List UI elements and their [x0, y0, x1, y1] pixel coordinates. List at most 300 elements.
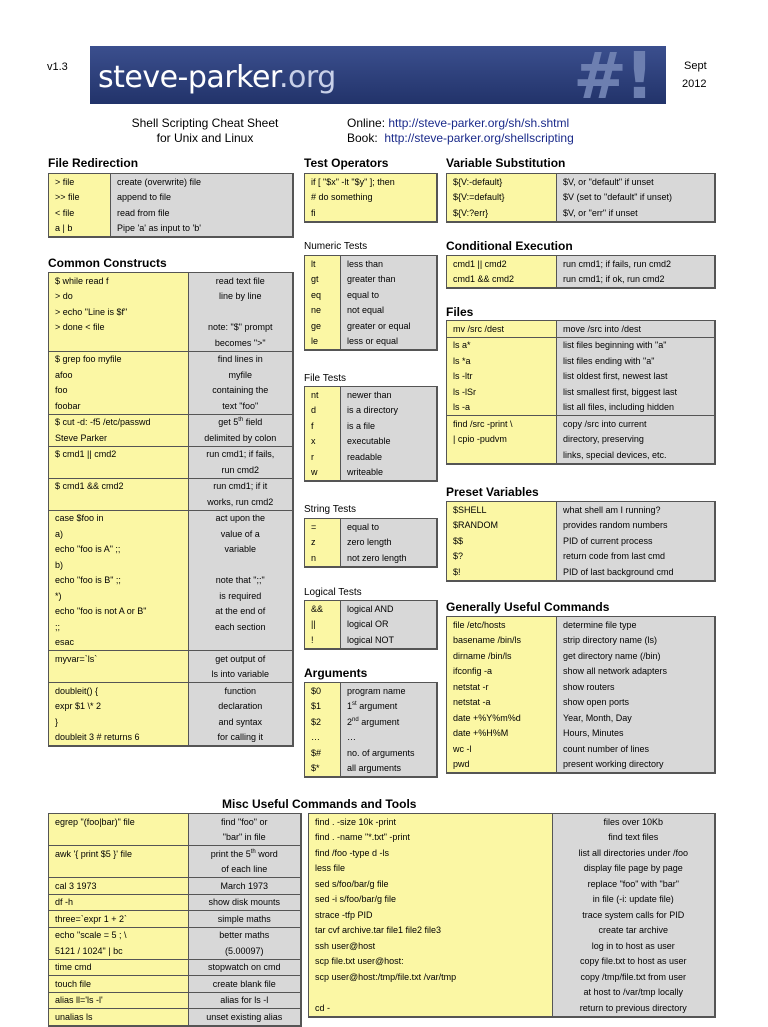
- command-cell: tar cvf archive.tar file1 file2 file3: [309, 923, 553, 939]
- command-cell: doubleit() {: [49, 683, 189, 699]
- description-cell: files over 10Kb: [553, 814, 715, 830]
- table-row: [49, 273, 293, 289]
- description-cell: list oldest first, newest last: [557, 369, 715, 385]
- command-cell: basename /bin/ls: [447, 633, 557, 649]
- command-cell: < file: [49, 205, 111, 221]
- general-commands-table: [446, 616, 716, 774]
- table-row: [309, 969, 715, 985]
- version-label: v1.3: [47, 61, 68, 73]
- table-row: [49, 943, 301, 959]
- description-cell: note: "$" prompt: [189, 320, 293, 336]
- table-row: [49, 814, 301, 830]
- command-cell: $!: [447, 564, 557, 581]
- command-cell: lt: [305, 256, 341, 272]
- shebang-logo: #!: [573, 46, 652, 104]
- variable-substitution-table: [446, 173, 716, 223]
- command-cell: $0: [305, 683, 341, 699]
- description-cell: $V, or "err" if unset: [557, 205, 715, 222]
- table-row: [49, 604, 293, 620]
- file-redirection-title: File Redirection: [48, 156, 139, 170]
- description-cell: readable: [341, 449, 437, 465]
- table-row: [447, 726, 715, 742]
- command-cell: w: [305, 465, 341, 482]
- common-constructs-table: [48, 272, 294, 747]
- table-row: [49, 830, 301, 846]
- table-row: [447, 384, 715, 400]
- table-row: [49, 510, 293, 526]
- description-cell: program name: [341, 683, 437, 699]
- command-cell: echo "foo is not A or B": [49, 604, 189, 620]
- description-cell: executable: [341, 434, 437, 450]
- description-cell: run cmd1; if ok, run cmd2: [557, 272, 715, 289]
- table-row: [49, 462, 293, 478]
- table-row: [309, 830, 715, 846]
- command-cell: expr $1 \* 2: [49, 699, 189, 715]
- command-cell: ||: [305, 617, 341, 633]
- date-month: Sept: [684, 60, 707, 72]
- command-cell: d: [305, 403, 341, 419]
- table-row: [305, 699, 437, 715]
- description-cell: read from file: [111, 205, 293, 221]
- description-cell: [189, 557, 293, 573]
- command-cell: date +%H%M: [447, 726, 557, 742]
- command-cell: =: [305, 519, 341, 535]
- description-cell: not zero length: [341, 550, 437, 567]
- table-row: [49, 619, 293, 635]
- command-cell: find /foo -type d -ls: [309, 845, 553, 861]
- description-cell: Pipe 'a' as input to 'b': [111, 221, 293, 238]
- description-cell: append to file: [111, 190, 293, 206]
- table-row: [305, 334, 437, 351]
- table-row: [309, 985, 715, 1001]
- command-cell: ;;: [49, 619, 189, 635]
- description-cell: greater or equal: [341, 318, 437, 334]
- table-row: [49, 667, 293, 683]
- command-cell: [49, 667, 189, 683]
- command-cell: r: [305, 449, 341, 465]
- description-cell: equal to: [341, 287, 437, 303]
- command-cell: 5121 / 1024" | bc: [49, 943, 189, 959]
- table-row: [447, 502, 715, 518]
- description-cell: myfile: [189, 367, 293, 383]
- table-row: [309, 954, 715, 970]
- command-cell: !: [305, 632, 341, 649]
- command-cell: $SHELL: [447, 502, 557, 518]
- command-cell: echo "scale = 5 ; \: [49, 927, 189, 943]
- table-row: [447, 710, 715, 726]
- command-cell: $ cut -d: -f5 /etc/passwd: [49, 414, 189, 430]
- description-cell: at the end of: [189, 604, 293, 620]
- table-row: [305, 730, 437, 746]
- description-cell: get 5th field: [189, 414, 293, 430]
- table-row: [305, 418, 437, 434]
- command-cell: cmd1 && cmd2: [447, 272, 557, 289]
- command-cell: $2: [305, 714, 341, 730]
- table-row: [49, 730, 293, 747]
- table-row: [305, 403, 437, 419]
- test-operators-table: [304, 173, 438, 223]
- description-cell: unset existing alias: [189, 1009, 301, 1026]
- description-cell: show all network adapters: [557, 664, 715, 680]
- table-row: [305, 519, 437, 535]
- online-links: Online: http://steve-parker.org/sh/sh.shtml Book: http://steve-parker.org/shellscripting: [347, 116, 574, 145]
- logical-tests-title: Logical Tests: [304, 587, 362, 598]
- table-row: [447, 400, 715, 416]
- description-cell: find text files: [553, 830, 715, 846]
- table-row: [305, 617, 437, 633]
- description-cell: ls into variable: [189, 667, 293, 683]
- logical-tests-table: [304, 600, 438, 650]
- table-row: [305, 272, 437, 288]
- table-row: [49, 304, 293, 320]
- description-cell: run cmd1; if it: [189, 478, 293, 494]
- command-cell: touch file: [49, 976, 189, 993]
- command-cell: [49, 862, 189, 878]
- test-operators-title: Test Operators: [304, 156, 389, 170]
- command-cell: $?: [447, 549, 557, 565]
- misc-commands-right-table: [308, 813, 716, 1018]
- table-row: [447, 679, 715, 695]
- description-cell: run cmd2: [189, 462, 293, 478]
- command-cell: ssh user@host: [309, 938, 553, 954]
- description-cell: act upon the: [189, 510, 293, 526]
- table-row: [305, 683, 437, 699]
- command-cell: gt: [305, 272, 341, 288]
- table-row: [447, 321, 715, 338]
- description-cell: at host to /var/tmp locally: [553, 985, 715, 1001]
- command-cell: > done < file: [49, 320, 189, 336]
- description-cell: is required: [189, 588, 293, 604]
- command-cell: ifconfig -a: [447, 664, 557, 680]
- command-cell: ls -a: [447, 400, 557, 416]
- description-cell: list files beginning with "a": [557, 337, 715, 353]
- table-row: [49, 557, 293, 573]
- command-cell: date +%Y%m%d: [447, 710, 557, 726]
- table-row: [305, 601, 437, 617]
- description-cell: newer than: [341, 387, 437, 403]
- table-row: [49, 573, 293, 589]
- table-row: [49, 526, 293, 542]
- description-cell: variable: [189, 542, 293, 558]
- description-cell: text "foo": [189, 398, 293, 414]
- description-cell: count number of lines: [557, 741, 715, 757]
- description-cell: less or equal: [341, 334, 437, 351]
- description-cell: 2nd argument: [341, 714, 437, 730]
- command-cell: …: [305, 730, 341, 746]
- files-title: Files: [446, 305, 474, 319]
- description-cell: directory, preserving: [557, 432, 715, 448]
- description-cell: list all files, including hidden: [557, 400, 715, 416]
- command-cell: scp user@host:/tmp/file.txt /var/tmp: [309, 969, 553, 985]
- command-cell: sed -i s/foo/bar/g file: [309, 892, 553, 908]
- description-cell: create tar archive: [553, 923, 715, 939]
- command-cell: netstat -a: [447, 695, 557, 711]
- command-cell: cal 3 1973: [49, 878, 189, 895]
- command-cell: a): [49, 526, 189, 542]
- description-cell: present working directory: [557, 757, 715, 774]
- table-row: [309, 861, 715, 877]
- description-cell: value of a: [189, 526, 293, 542]
- description-cell: $V (set to "default" if unset): [557, 190, 715, 206]
- table-row: [447, 256, 715, 272]
- description-cell: is a file: [341, 418, 437, 434]
- description-cell: list smallest first, biggest last: [557, 384, 715, 400]
- table-row: [305, 318, 437, 334]
- site-logo: steve-parker.org: [98, 60, 336, 95]
- command-cell: >> file: [49, 190, 111, 206]
- description-cell: read text file: [189, 273, 293, 289]
- online-link[interactable]: http://steve-parker.org/sh/sh.shtml: [388, 116, 570, 130]
- conditional-execution-title: Conditional Execution: [446, 239, 573, 253]
- description-cell: writeable: [341, 465, 437, 482]
- files-table: [446, 320, 716, 465]
- table-row: [49, 699, 293, 715]
- command-cell: file /etc/hosts: [447, 617, 557, 633]
- description-cell: Hours, Minutes: [557, 726, 715, 742]
- description-cell: copy /tmp/file.txt from user: [553, 969, 715, 985]
- table-row: [305, 190, 437, 206]
- table-row: [447, 447, 715, 464]
- command-cell: strace -tfp PID: [309, 907, 553, 923]
- command-cell: ls -ltr: [447, 369, 557, 385]
- table-row: [49, 478, 293, 494]
- description-cell: delimited by colon: [189, 430, 293, 446]
- command-cell: [49, 335, 189, 351]
- table-row: [49, 911, 301, 928]
- table-row: [49, 398, 293, 414]
- book-link[interactable]: http://steve-parker.org/shellscripting: [384, 131, 574, 145]
- table-row: [49, 862, 301, 878]
- table-row: [49, 289, 293, 305]
- command-cell: Steve Parker: [49, 430, 189, 446]
- description-cell: all arguments: [341, 761, 437, 778]
- command-cell: echo "foo is B" ;;: [49, 573, 189, 589]
- command-cell: > file: [49, 174, 111, 190]
- table-row: [309, 907, 715, 923]
- table-row: [49, 205, 293, 221]
- table-row: [49, 959, 301, 976]
- command-cell: $ while read f: [49, 273, 189, 289]
- command-cell: le: [305, 334, 341, 351]
- command-cell: cd -: [309, 1000, 553, 1017]
- table-row: [49, 588, 293, 604]
- command-cell: ge: [305, 318, 341, 334]
- command-cell: echo "foo is A" ;;: [49, 542, 189, 558]
- command-cell: afoo: [49, 367, 189, 383]
- description-cell: return code from last cmd: [557, 549, 715, 565]
- command-cell: alias ll='ls -l': [49, 992, 189, 1009]
- general-commands-title: Generally Useful Commands: [446, 600, 610, 614]
- table-row: [49, 414, 293, 430]
- table-row: [49, 976, 301, 993]
- description-cell: copy /src into current: [557, 416, 715, 432]
- table-row: [447, 648, 715, 664]
- command-cell: $#: [305, 745, 341, 761]
- table-row: [447, 353, 715, 369]
- description-cell: Year, Month, Day: [557, 710, 715, 726]
- command-cell: [447, 447, 557, 464]
- table-row: [49, 894, 301, 911]
- description-cell: simple maths: [189, 911, 301, 928]
- table-row: [49, 174, 293, 190]
- description-cell: for calling it: [189, 730, 293, 747]
- table-row: [447, 695, 715, 711]
- command-cell: }: [49, 714, 189, 730]
- table-row: [305, 535, 437, 551]
- description-cell: stopwatch on cmd: [189, 959, 301, 976]
- command-cell: find /src -print \: [447, 416, 557, 432]
- table-row: [447, 369, 715, 385]
- table-row: [309, 845, 715, 861]
- common-constructs-title: Common Constructs: [48, 256, 167, 270]
- table-row: [49, 351, 293, 367]
- command-cell: $*: [305, 761, 341, 778]
- command-cell: netstat -r: [447, 679, 557, 695]
- description-cell: get output of: [189, 651, 293, 667]
- description-cell: line by line: [189, 289, 293, 305]
- command-cell: ${V:=default}: [447, 190, 557, 206]
- table-row: [49, 494, 293, 510]
- command-cell: [49, 494, 189, 510]
- description-cell: links, special devices, etc.: [557, 447, 715, 464]
- command-cell: cmd1 || cmd2: [447, 256, 557, 272]
- description-cell: [189, 635, 293, 651]
- conditional-execution-table: [446, 255, 716, 289]
- site-banner: [90, 46, 666, 104]
- command-cell: $ cmd1 || cmd2: [49, 446, 189, 462]
- description-cell: and syntax: [189, 714, 293, 730]
- variable-substitution-title: Variable Substitution: [446, 156, 566, 170]
- command-cell: esac: [49, 635, 189, 651]
- table-row: [49, 221, 293, 238]
- description-cell: determine file type: [557, 617, 715, 633]
- description-cell: better maths: [189, 927, 301, 943]
- command-cell: foo: [49, 383, 189, 399]
- description-cell: copy file.txt to host as user: [553, 954, 715, 970]
- description-cell: function: [189, 683, 293, 699]
- table-row: [49, 190, 293, 206]
- description-cell: logical NOT: [341, 632, 437, 649]
- description-cell: less than: [341, 256, 437, 272]
- table-row: [447, 741, 715, 757]
- description-cell: of each line: [189, 862, 301, 878]
- table-row: [49, 683, 293, 699]
- description-cell: run cmd1; if fails,: [189, 446, 293, 462]
- command-cell: b): [49, 557, 189, 573]
- preset-variables-title: Preset Variables: [446, 485, 539, 499]
- table-row: [447, 757, 715, 774]
- table-row: [305, 303, 437, 319]
- command-cell: ls -lSr: [447, 384, 557, 400]
- command-cell: x: [305, 434, 341, 450]
- table-row: [309, 814, 715, 830]
- table-row: [447, 549, 715, 565]
- table-row: [447, 416, 715, 432]
- command-cell: > do: [49, 289, 189, 305]
- command-cell: ${V:-default}: [447, 174, 557, 190]
- command-cell: time cmd: [49, 959, 189, 976]
- command-cell: less file: [309, 861, 553, 877]
- table-row: [447, 432, 715, 448]
- description-cell: run cmd1; if fails, run cmd2: [557, 256, 715, 272]
- table-row: [49, 542, 293, 558]
- numeric-tests-title: Numeric Tests: [304, 241, 368, 252]
- description-cell: find lines in: [189, 351, 293, 367]
- table-row: [49, 927, 301, 943]
- table-row: [49, 1009, 301, 1026]
- table-row: [305, 174, 437, 190]
- description-cell: PID of current process: [557, 533, 715, 549]
- page-title: Shell Scripting Cheat Sheet for Unix and Linux: [131, 116, 279, 145]
- description-cell: what shell am I running?: [557, 502, 715, 518]
- table-row: [447, 337, 715, 353]
- description-cell: move /src into /dest: [557, 321, 715, 338]
- command-cell: &&: [305, 601, 341, 617]
- command-cell: if [ "$x" -lt "$y" ]; then: [305, 174, 437, 190]
- command-cell: | cpio -pudvm: [447, 432, 557, 448]
- description-cell: list files ending with "a": [557, 353, 715, 369]
- command-cell: *): [49, 588, 189, 604]
- description-cell: "bar" in file: [189, 830, 301, 846]
- file-redirection-table: [48, 173, 294, 238]
- description-cell: return to previous directory: [553, 1000, 715, 1017]
- command-cell: find . -name "*.txt" -print: [309, 830, 553, 846]
- description-cell: works, run cmd2: [189, 494, 293, 510]
- table-row: [447, 272, 715, 289]
- description-cell: trace system calls for PID: [553, 907, 715, 923]
- command-cell: df -h: [49, 894, 189, 911]
- description-cell: note that ";;": [189, 573, 293, 589]
- command-cell: ne: [305, 303, 341, 319]
- table-row: [49, 651, 293, 667]
- description-cell: becomes ">": [189, 335, 293, 351]
- table-row: [305, 256, 437, 272]
- table-row: [309, 892, 715, 908]
- table-row: [49, 635, 293, 651]
- table-row: [49, 367, 293, 383]
- command-cell: case $foo in: [49, 510, 189, 526]
- table-row: [305, 387, 437, 403]
- description-cell: alias for ls -l: [189, 992, 301, 1009]
- table-row: [305, 434, 437, 450]
- description-cell: logical AND: [341, 601, 437, 617]
- table-row: [49, 430, 293, 446]
- command-cell: [49, 462, 189, 478]
- description-cell: $V, or "default" if unset: [557, 174, 715, 190]
- table-row: [49, 320, 293, 336]
- command-cell: mv /src /dest: [447, 321, 557, 338]
- command-cell: egrep "(foo|bar)" file: [49, 814, 189, 830]
- table-row: [305, 465, 437, 482]
- command-cell: unalias ls: [49, 1009, 189, 1026]
- table-row: [49, 714, 293, 730]
- description-cell: each section: [189, 619, 293, 635]
- description-cell: PID of last background cmd: [557, 564, 715, 581]
- command-cell: ls a*: [447, 337, 557, 353]
- command-cell: foobar: [49, 398, 189, 414]
- date-year: 2012: [682, 78, 707, 90]
- table-row: [447, 518, 715, 534]
- command-cell: $RANDOM: [447, 518, 557, 534]
- table-row: [447, 564, 715, 581]
- command-cell: fi: [305, 205, 437, 222]
- description-cell: find "foo" or: [189, 814, 301, 830]
- description-cell: replace "foo" with "bar": [553, 876, 715, 892]
- command-cell: nt: [305, 387, 341, 403]
- table-row: [49, 846, 301, 862]
- description-cell: …: [341, 730, 437, 746]
- description-cell: display file page by page: [553, 861, 715, 877]
